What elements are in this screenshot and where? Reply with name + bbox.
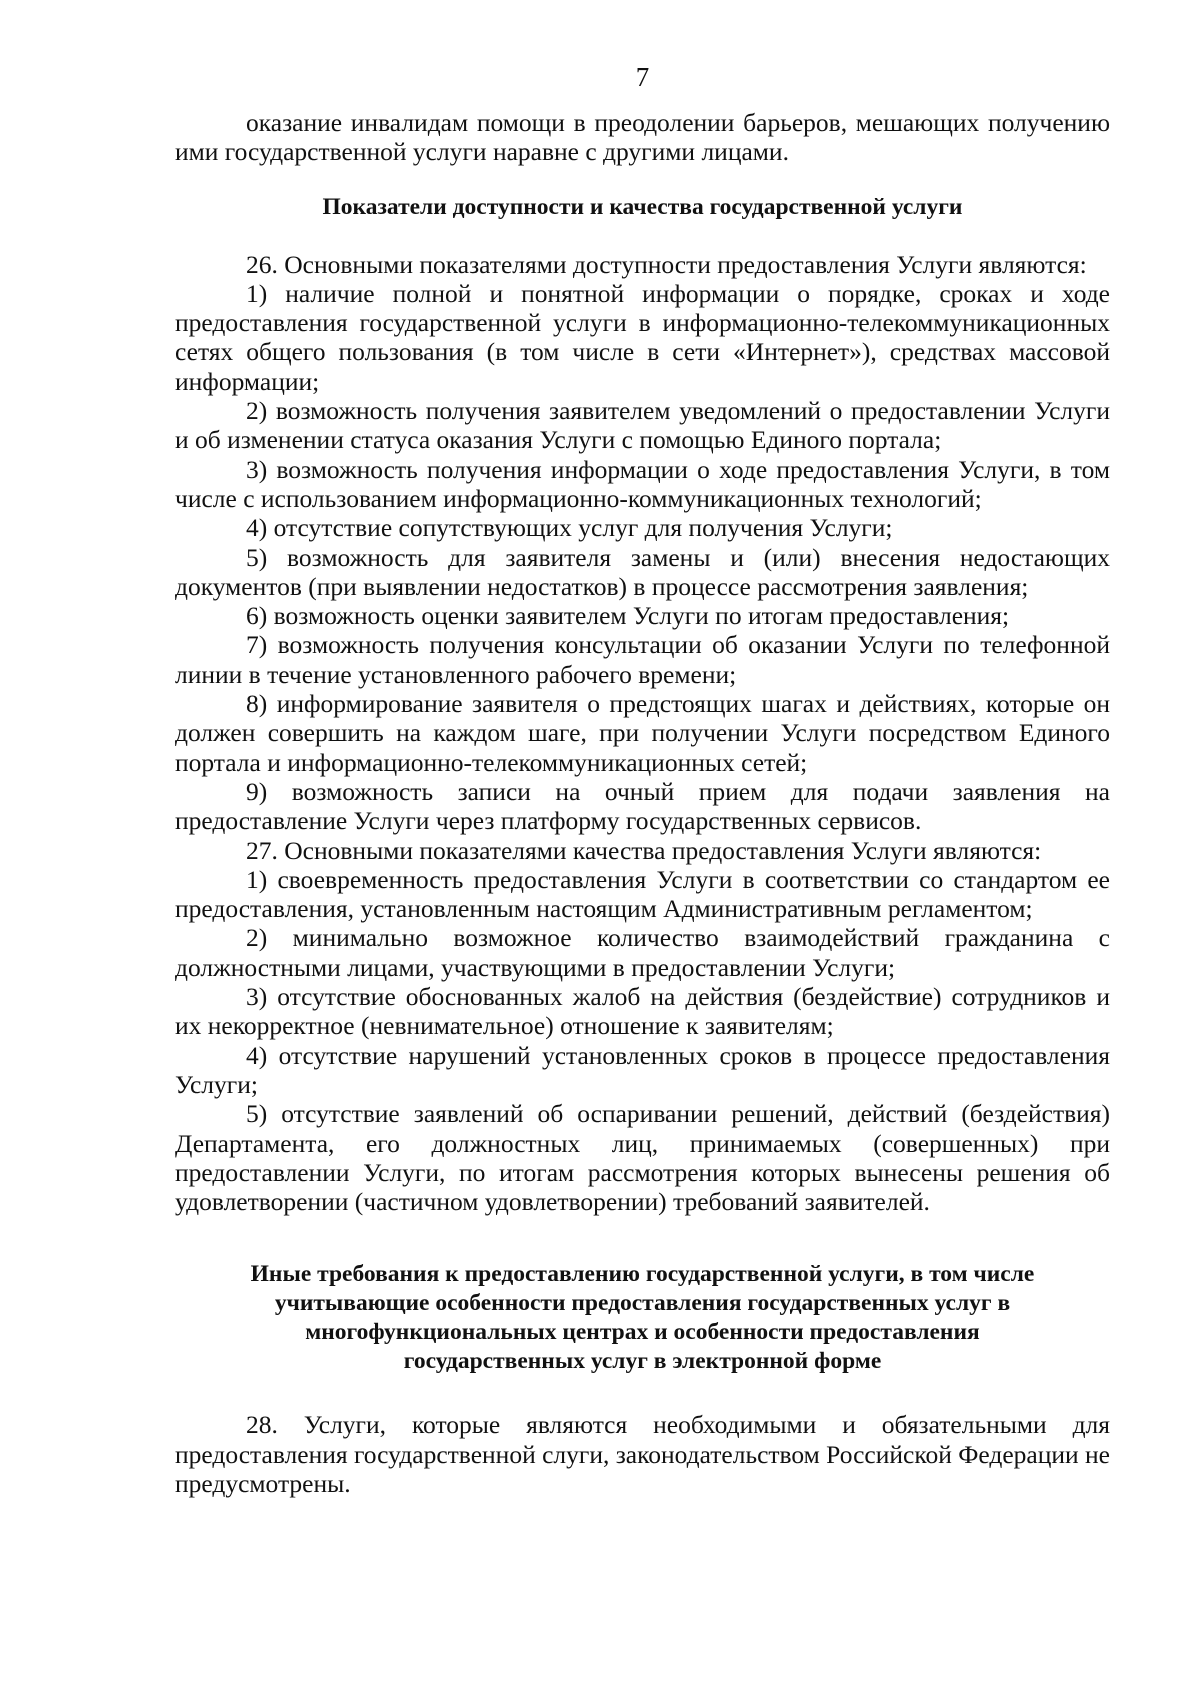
list-item-26-2: 2) возможность получения заявителем уведомлений о предоставлении Услуги и об изменении статуса оказания Услуги с помощью Единого портала; — [175, 396, 1110, 455]
list-item-26-9: 9) возможность записи на очный прием для подачи заявления на предоставление Услуги через платформу государственных сервисов. — [175, 776, 1110, 836]
list-item-26-3: 3) возможность получения информации о ходе предоставления Услуги, в том числе с использованием информационно-коммуникационных технологий; — [175, 454, 1110, 513]
list-item-27-5: 5) отсутствие заявлений об оспаривании решений, действий (бездействия) Департамента, его должностных лиц, принимаемых (совершенных) при предоставлении Услуги, по итогам рассмотрения которых вынесены решения об удовлетворении (частичном удовлетворении) требований заявителей. — [175, 1099, 1110, 1217]
paragraph-26: 26. Основными показателями доступности предоставления Услуги являются: — [246, 249, 1087, 279]
intro-paragraph: оказание инвалидам помощи в преодолении барьеров, мешающих получению ими государственной услуги наравне с другими лицами. — [175, 108, 1110, 167]
document-page — [175, 60, 1110, 1498]
list-item-26-5: 5) возможность для заявителя замены и (или) внесения недостающих документов (при выявлении недостатков) в процессе рассмотрения заявления; — [175, 542, 1110, 601]
list-item-27-3: 3) отсутствие обоснованных жалоб на действия (бездействие) сотрудников и их некорректное (невнимательное) отношение к заявителям; — [175, 982, 1110, 1041]
section-title-accessibility: Показатели доступности и качества государственной услуги — [322, 193, 963, 220]
list-item-26-7: 7) возможность получения консультации об оказании Услуги по телефонной линии в течение установленного рабочего времени; — [175, 630, 1110, 689]
list-item-26-1: 1) наличие полной и понятной информации о порядке, сроках и ходе предоставления государственной услуги в информационно-телекоммуникационных сетях общего пользования (в том числе в сети «Интернет»), средствах массовой информации; — [175, 278, 1110, 396]
paragraph-27: 27. Основными показателями качества предоставления Услуги являются: — [246, 835, 1042, 865]
list-item-27-4: 4) отсутствие нарушений установленных сроков в процессе предоставления Услуги; — [175, 1040, 1110, 1099]
list-item-26-6: 6) возможность оценки заявителем Услуги по итогам предоставления; — [246, 601, 1010, 631]
paragraph-28: 28. Услуги, которые являются необходимыми и обязательными для предоставления государственной слуги, законодательством Российской Федерации не предусмотрены. — [175, 1410, 1110, 1498]
list-item-27-2: 2) минимально возможное количество взаимодействий гражданина с должностными лицами, участвующими в предоставлении Услуги; — [175, 923, 1110, 982]
list-item-26-8: 8) информирование заявителя о предстоящих шагах и действиях, которые он должен совершить на каждом шаге, при получении Услуги посредством Единого портала и информационно-телекоммуникационных сетей; — [175, 689, 1110, 777]
list-item-27-1: 1) своевременность предоставления Услуги в соответствии со стандартом ее предоставления, установленным настоящим Административным регламентом; — [175, 864, 1110, 924]
list-item-26-4: 4) отсутствие сопутствующих услуг для получения Услуги; — [246, 513, 893, 543]
page-number: 7 — [635, 62, 650, 92]
section-title-other-requirements: Иные требования к предоставлению государственной услуги, в том числе учитывающие особенности предоставления государственных услуг в многофункциональных центрах и особенности предоставления государственных услуг в электронной форме — [250, 1261, 1035, 1375]
